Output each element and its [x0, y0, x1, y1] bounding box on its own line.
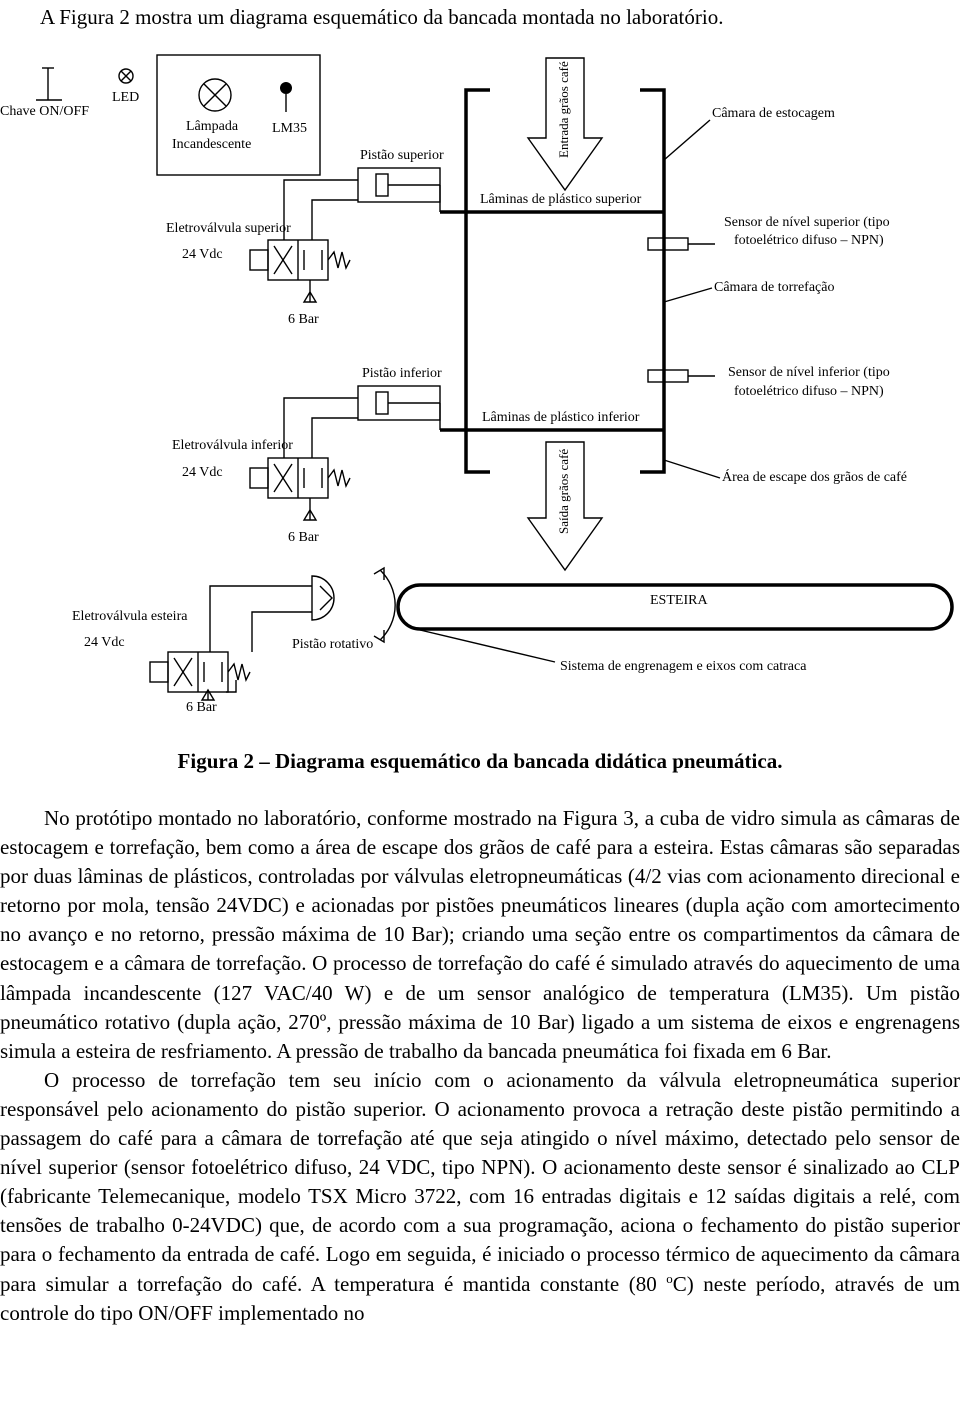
label-sensor-inferior-2: fotoelétrico difuso – NPN) [734, 384, 884, 399]
lm35-icon [280, 82, 292, 112]
label-eletrovalvula-esteira: Eletroválvula esteira [72, 609, 188, 624]
label-bar-2: 6 Bar [288, 530, 319, 545]
label-bar-3: 6 Bar [186, 700, 217, 715]
paragraph-2-end: C) neste período, através de um controle do tipo ON/OFF implementado no [0, 1271, 960, 1325]
label-pistao-rotativo: Pistão rotativo [292, 637, 374, 652]
label-area-escape: Área de escape dos grãos de café [722, 470, 908, 485]
led-icon [119, 69, 133, 83]
label-laminas-superior: Lâminas de plástico superior [480, 192, 642, 207]
label-saida: Saída grãos café [556, 448, 571, 534]
label-vdc-2: 24 Vdc [182, 465, 223, 480]
lower-sensor [648, 370, 715, 382]
upper-sensor [648, 238, 715, 250]
label-eletrovalvula-superior: Eletroválvula superior [166, 221, 291, 236]
paragraph-1: No protótipo montado no laboratório, conforme mostrado na Figura 3, a cuba de vidro simula as câmaras de estocagem e torrefação, bem como a área de escape dos grãos de café para a esteira. Estas câmaras são separadas por duas lâminas de plásticos, controladas por válvulas eletropneumáticas (4/2 vias com acionamento direcional e retorno por mola, tensão 24VDC) e acionadas por pistões pneumáticos lineares (dupla ação com amortecimento no avanço e no retorno, pressão máxima de 10 Bar); criando uma seção entre os compartimentos da câmara de estocagem e a câmara de torrefação. O processo de torrefação do café é simulado através do aquecimento de uma lâmpada incandescente (127 VAC/40 W) e de um sensor analógico de temperatura (LM35). Um pistão pneumático rotativo (dupla ação, 270º, pressão máxima de 10 Bar) ligado a um sistema de eixos e engrenagens simula a esteira de resfriamento. A pressão de trabalho da bancada pneumática foi fixada em 6 Bar. [0, 806, 960, 1063]
switch-icon [36, 68, 62, 100]
paragraph-2-main: O processo de torrefação tem seu início com o acionamento da válvula eletropneumática superior responsável pelo acionamento do pistão superior. O acionamento provoca a retração deste pistão permitindo a passagem do café para a câmara de torrefação até que seja atingido o nível máximo, detectado pelo sensor de nível superior (sensor fotoelétrico difuso, 24 VDC, tipo NPN). O acionamento deste sensor é sinalizado ao CLP (fabricante Telemecanique, modelo TSX Micro 3722, com 16 entradas digitais e 12 saídas digitais a relé, com tensões de trabalho 0-24VDC) que, de acordo com a sua programação, aciona o fechamento do pistão superior para o fechamento da entrada de café. Logo em seguida, é iniciado o processo térmico de aquecimento da câmara para simular a torrefação do café. A temperatura é mantida constante (80 [0, 1067, 960, 1296]
lower-piston [358, 386, 440, 430]
upper-piston [358, 168, 440, 212]
label-led: LED [112, 90, 140, 105]
label-chave: Chave ON/OFF [0, 104, 90, 119]
lamp-icon [199, 79, 231, 111]
label-camara-estocagem: Câmara de estocagem [712, 106, 835, 121]
label-esteira: ESTEIRA [650, 593, 708, 608]
intro-text: A Figura 2 mostra um diagrama esquemático da bancada montada no laboratório. [40, 5, 724, 29]
conveyor-valve [150, 652, 250, 700]
paragraph-2 [0, 1066, 960, 1328]
lower-valve [250, 398, 358, 520]
label-vdc-1: 24 Vdc [182, 247, 223, 262]
label-camara-torrefacao: Câmara de torrefação [714, 280, 835, 295]
label-lm35: LM35 [272, 121, 307, 136]
label-eletrovalvula-inferior: Eletroválvula inferior [172, 438, 293, 453]
label-bar-1: 6 Bar [288, 312, 319, 327]
figure-caption: Figura 2 – Diagrama esquemático da bancada didática pneumática. [177, 749, 783, 773]
label-pistao-superior: Pistão superior [360, 148, 444, 163]
label-lampada-2: Incandescente [172, 137, 252, 152]
label-laminas-inferior: Lâminas de plástico inferior [482, 410, 640, 425]
degree-superscript: o [666, 1270, 673, 1286]
label-sensor-superior-2: fotoelétrico difuso – NPN) [734, 233, 884, 248]
label-sistema-engrenagem: Sistema de engrenagem e eixos com catraca [560, 659, 807, 674]
schematic-diagram [0, 40, 960, 730]
label-sensor-inferior-1: Sensor de nível inferior (tipo [728, 365, 890, 380]
label-entrada: Entrada grãos café [556, 61, 571, 158]
label-vdc-3: 24 Vdc [84, 635, 125, 650]
label-sensor-superior-1: Sensor de nível superior (tipo [724, 215, 890, 230]
body-text [0, 804, 960, 1328]
label-pistao-inferior: Pistão inferior [362, 366, 442, 381]
upper-valve [250, 180, 358, 302]
sensor-box [157, 55, 320, 175]
label-lampada-1: Lâmpada [186, 119, 239, 134]
